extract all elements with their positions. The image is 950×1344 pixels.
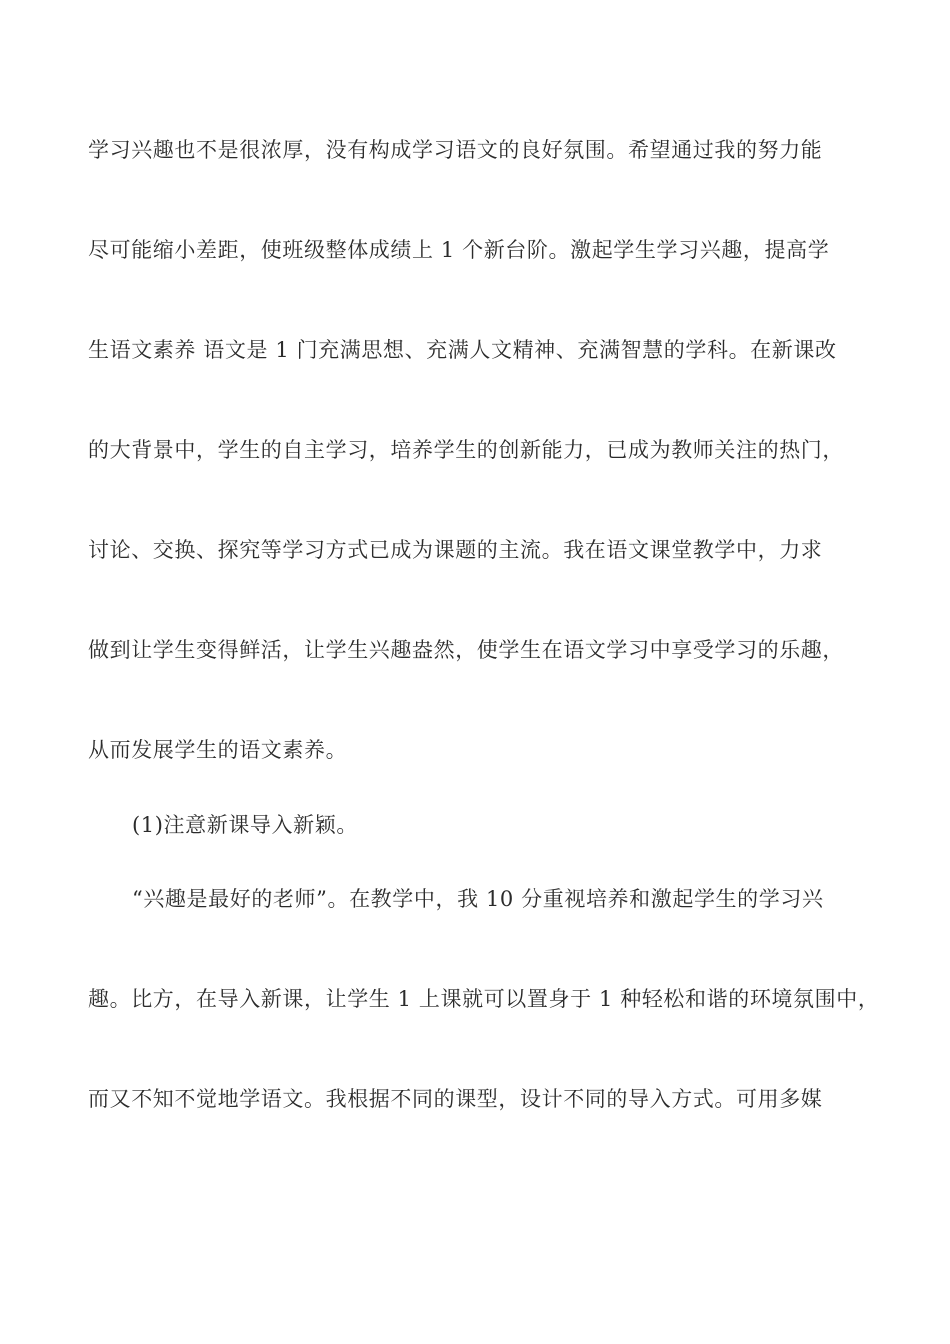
- paragraph-line-9: 趣。比方，在导入新课，让学生 1 上课就可以置身于 1 种轻松和谐的环境氛围中，: [88, 987, 880, 1011]
- paragraph-line-10: 而又不知不觉地学语文。我根据不同的课型，设计不同的导入方式。可用多媒: [88, 1087, 823, 1111]
- paragraph-line-3: 生语文素养 语文是 1 门充满思想、充满人文精神、充满智慧的学科。在新课改: [88, 338, 837, 362]
- paragraph-line-5: 讨论、交换、探究等学习方式已成为课题的主流。我在语文课堂教学中，力求: [88, 538, 823, 562]
- paragraph-line-4: 的大背景中，学生的自主学习，培养学生的创新能力，已成为教师关注的热门，: [88, 438, 844, 462]
- paragraph-line-6: 做到让学生变得鲜活，让学生兴趣盎然，使学生在语文学习中享受学习的乐趣，: [88, 638, 844, 662]
- paragraph-line-7: 从而发展学生的语文素养。: [88, 738, 348, 762]
- paragraph-line-8: “兴趣是最好的老师”。在教学中，我 10 分重视培养和激起学生的学习兴: [132, 887, 824, 911]
- section-heading: (1)注意新课导入新颖。: [132, 813, 358, 837]
- paragraph-line-1: 学习兴趣也不是很浓厚，没有构成学习语文的良好氛围。希望通过我的努力能: [88, 138, 823, 162]
- paragraph-line-2: 尽可能缩小差距，使班级整体成绩上 1 个新台阶。激起学生学习兴趣，提高学: [88, 238, 830, 262]
